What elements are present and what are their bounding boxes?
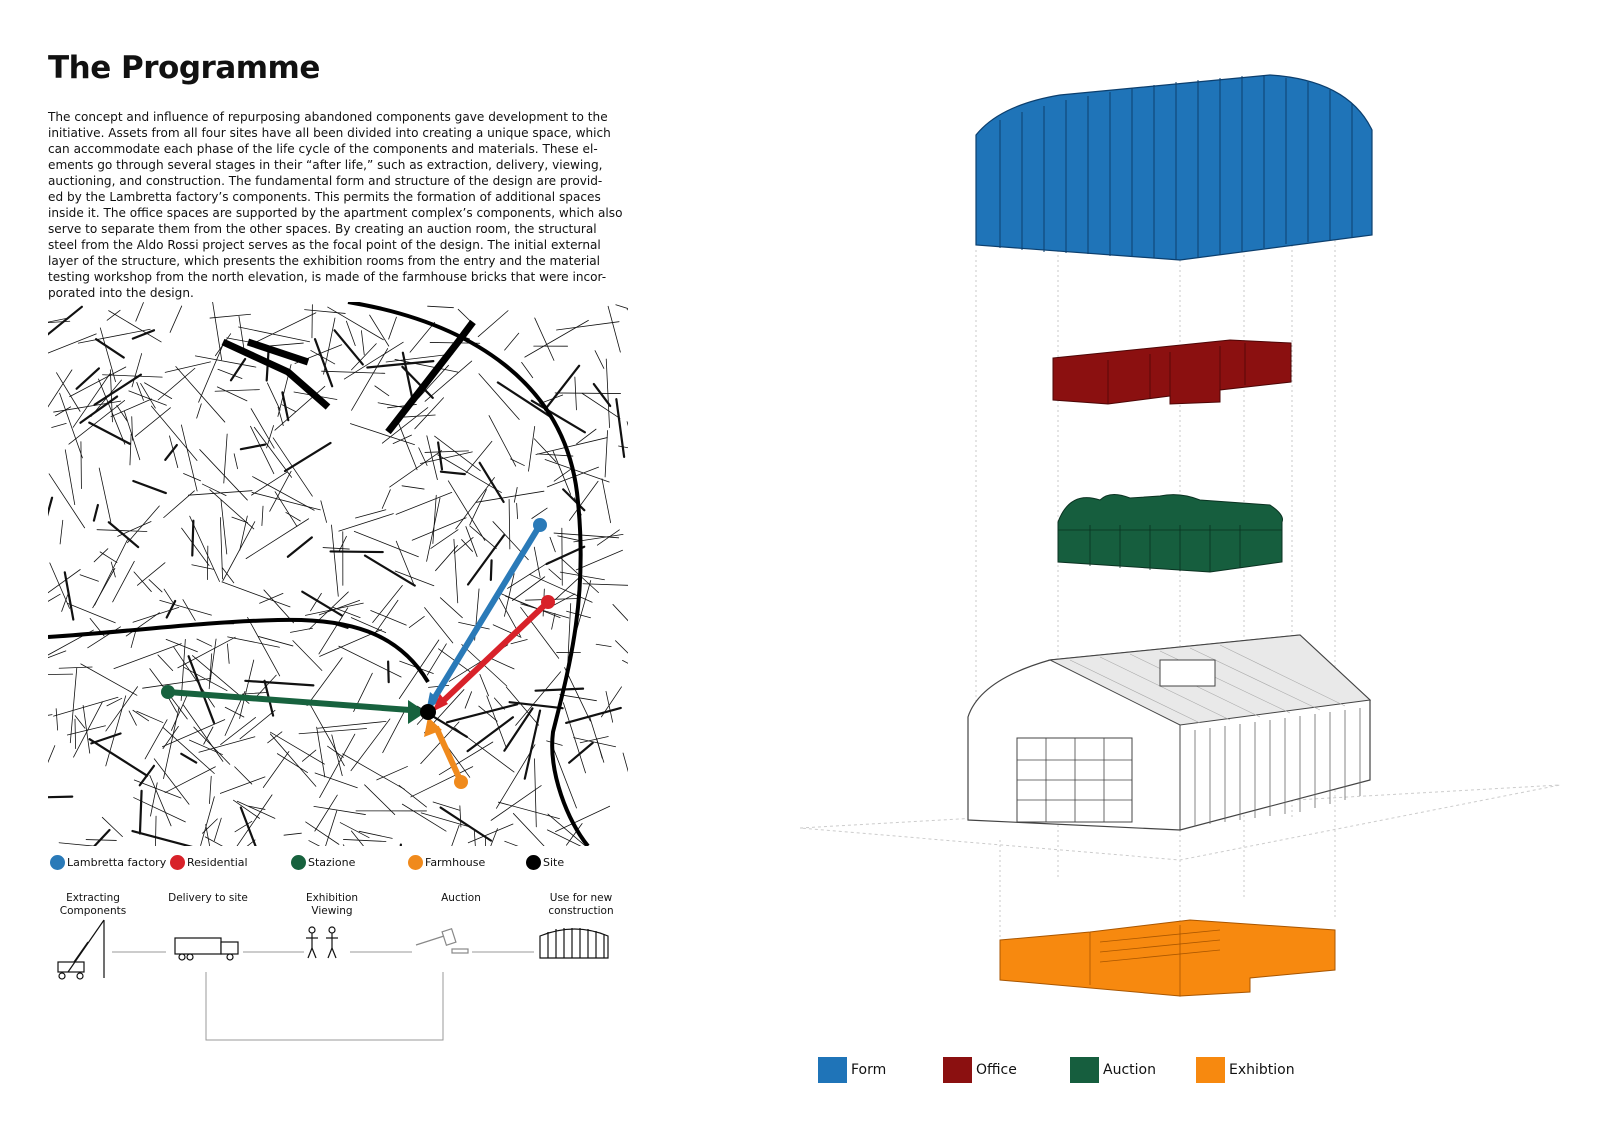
legend-label: Office <box>976 1062 1017 1078</box>
legend-item-stazione <box>291 855 355 870</box>
form-swatch-icon <box>818 1057 847 1083</box>
axonometric-graphic <box>800 60 1560 1020</box>
stazione-dot-icon <box>291 855 306 870</box>
exploded-axonometric <box>800 60 1560 1020</box>
exhibition-layer <box>1000 920 1335 996</box>
truck-icon <box>175 938 238 960</box>
auction-layer <box>1058 494 1283 572</box>
building-icon <box>540 928 608 958</box>
legend-item-farmhouse <box>408 855 485 870</box>
office-swatch-icon <box>943 1057 972 1083</box>
legend-label: Lambretta factory <box>67 856 167 869</box>
site-dot-icon <box>526 855 541 870</box>
stage-label-delivery: Delivery to site <box>168 892 248 904</box>
legend-item-residential <box>170 855 248 870</box>
building-layer <box>800 635 1560 860</box>
intro-paragraph <box>48 109 633 301</box>
intro-line: ements go through several stages in their “after life,” such as extraction, delivery, viewing, <box>48 158 603 172</box>
site-marker <box>420 704 436 720</box>
legend-label: Site <box>543 856 565 869</box>
street-segment <box>491 560 492 580</box>
stage-label-extracting: Extracting Components <box>59 892 127 917</box>
street-segment <box>331 551 383 552</box>
intro-line: ed by the Lambretta factory’s components. This permits the formation of additional spaces <box>48 190 601 204</box>
people-viewing-icon <box>306 927 338 958</box>
form-layer <box>976 75 1372 260</box>
exhibition-swatch-icon <box>1196 1057 1225 1083</box>
legend-item-lambretta <box>50 855 166 870</box>
intro-line: inside it. The office spaces are supported by the apartment complex’s components, which also <box>48 206 623 220</box>
axonometric-legend <box>818 1057 1338 1083</box>
intro-line: can accommodate each phase of the life cycle of the components and materials. These el- <box>48 142 598 156</box>
stage-label-auction: Auction <box>441 892 481 904</box>
legend-label: Form <box>851 1062 887 1078</box>
lifecycle-stages <box>40 892 640 1052</box>
farmhouse-dot-icon <box>408 855 423 870</box>
stage-label-exhibition: Exhibition Viewing <box>305 892 359 917</box>
gavel-icon <box>416 929 468 953</box>
legend-item-auction <box>1070 1057 1156 1083</box>
street-segment <box>48 797 72 798</box>
legend-label: Residential <box>187 856 248 869</box>
legend-label: Stazione <box>308 856 356 869</box>
intro-line: The concept and influence of repurposing abandoned components gave development to the <box>48 110 608 124</box>
legend-item-exhibition <box>1196 1057 1295 1083</box>
legend-item-form <box>818 1057 886 1083</box>
map-legend <box>48 855 648 875</box>
street-segment <box>192 521 193 556</box>
intro-line: steel from the Aldo Rossi project serves as the focal point of the design. The initial external <box>48 238 601 252</box>
street-map-graphic <box>48 302 628 846</box>
street-segment <box>48 674 73 675</box>
crane-icon <box>58 920 104 979</box>
street-segment <box>388 662 389 683</box>
legend-item-site <box>526 855 564 870</box>
stages-graphic <box>40 892 640 1052</box>
intro-line: porated into the design. <box>48 286 194 300</box>
stage-label-construction: Use for new construction <box>548 892 614 917</box>
page-title: The Programme <box>48 50 320 86</box>
legend-item-office <box>943 1057 1017 1083</box>
residential-dot-icon <box>170 855 185 870</box>
intro-line: testing workshop from the north elevation, is made of the farmhouse bricks that were incor- <box>48 270 607 284</box>
city-map <box>48 302 628 846</box>
intro-line: auctioning, and construction. The fundamental form and structure of the design are provid- <box>48 174 603 188</box>
legend-label: Exhibtion <box>1229 1062 1295 1078</box>
auction-swatch-icon <box>1070 1057 1099 1083</box>
legend-label: Auction <box>1103 1062 1156 1078</box>
intro-line: initiative. Assets from all four sites have all been divided into creating a unique space, which <box>48 126 611 140</box>
intro-line: layer of the structure, which presents the exhibition rooms from the entry and the material <box>48 254 600 268</box>
lambretta-dot-icon <box>50 855 65 870</box>
legend-label: Farmhouse <box>425 856 486 869</box>
office-layer <box>1053 340 1291 404</box>
intro-line: serve to separate them from the other spaces. By creating an auction room, the structural <box>48 222 597 236</box>
